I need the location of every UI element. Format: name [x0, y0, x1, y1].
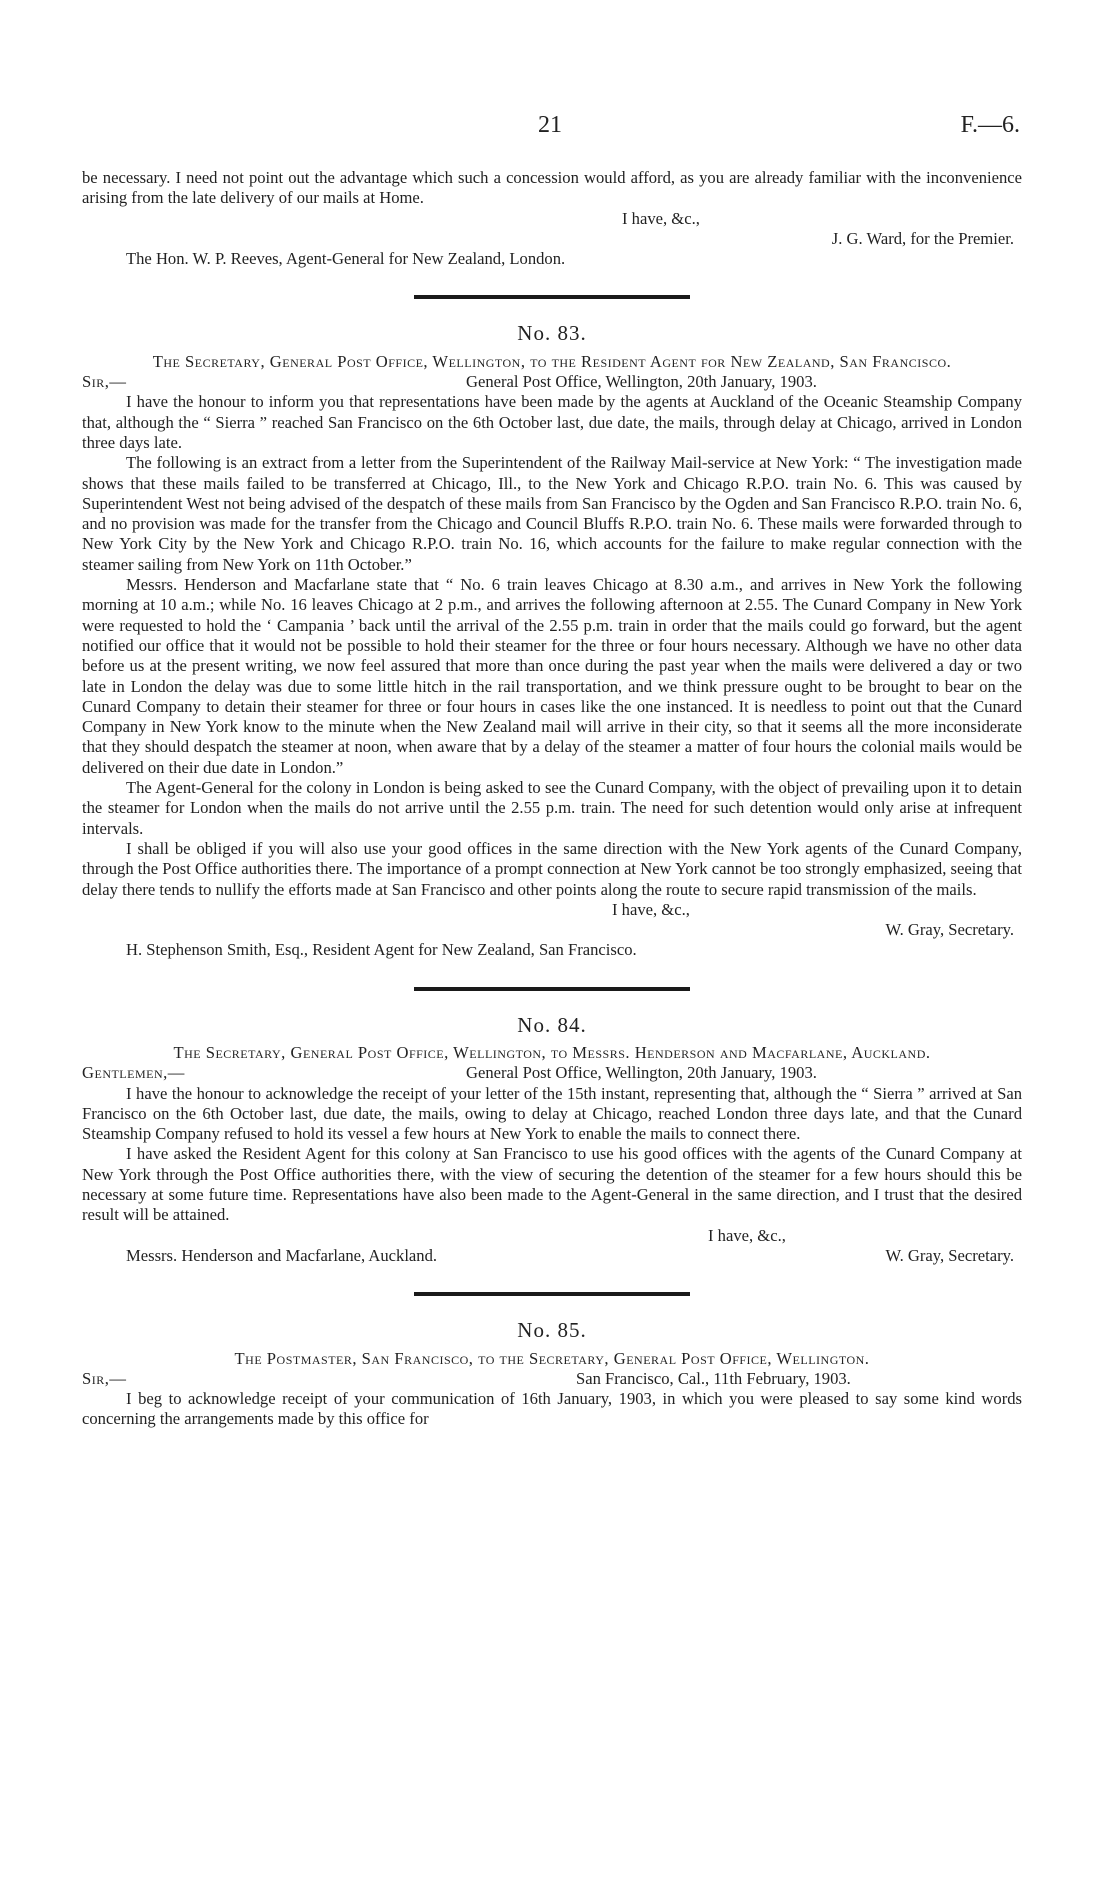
- series-number: F.—6.: [960, 112, 1020, 138]
- closing: I have, &c.,: [708, 1225, 786, 1245]
- dateline: General Post Office, Wellington, 20th January, 1903.: [466, 1063, 817, 1083]
- body-paragraph: The following is an extract from a letter from the Superintendent of the Railway Mail-service at New York: “ The investigation made shows that these mails failed to be transferred at Chicago, Ill., to the New York and Chicago R.P.O. train No. 6. This was caused by Superintendent West not being advised of the despatch of these mails from San Francisco by the Ogden and San Francisco R.P.O. train No. 6, and no provision was made for the transfer from the Chicago and Council Bluffs R.P.O. train No. 6. These mails were forwarded through to New York City by the New York and Chicago R.P.O. train No. 16, which accounts for the failure to make regular connection with the steamer sailing from New York on 11th October.”: [82, 453, 1022, 574]
- salutation-row: [82, 372, 1022, 392]
- closing: I have, &c.,: [622, 208, 700, 228]
- signature: J. G. Ward, for the Premier.: [831, 228, 1014, 248]
- letter-84: [82, 1012, 1022, 1267]
- body-paragraph: Messrs. Henderson and Macfarlane state that “ No. 6 train leaves Chicago at 8.30 a.m., and arrives in New York the following morning at 10 a.m.; while No. 16 leaves Chicago at 2 p.m., and arrives the following afternoon at 2.55. The Cunard Company in New York were requested to hold the ‘ Campania ’ back until the arrival of the 2.55 p.m. train in order that the mails could go forward, but the agent notified our office that it would not be possible to hold their steamer for the three or four hours necessary. Although we have no other data before us at the present writing, we now feel assured that more than once during the past year when the mails were delivered a day or two late in London the delay was due to some little hitch in the rail transportation, and we think pressure ought to be brought to bear on the Cunard Company to detain their steamer for three or four hours in cases like the one instanced. It is needless to point out that the Cunard Company in New York know to the minute when the New Zealand mail will arrive in their city, so that it seems all the more inconsiderate that they should despatch the steamer at noon, when aware that by a delay of the steamer a matter of four hours the colonial mails would be delivered on their due date in London.”: [82, 575, 1022, 777]
- salutation-row: [82, 1369, 1022, 1389]
- salutation: Sir,—: [82, 372, 127, 392]
- letter-heading: The Secretary, General Post Office, Wellington, to Messrs. Henderson and Macfarlane, Auckland.: [173, 1042, 931, 1062]
- letter-number: No. 85.: [517, 1318, 587, 1343]
- dateline: San Francisco, Cal., 11th February, 1903.: [576, 1368, 851, 1388]
- body-paragraph: I beg to acknowledge receipt of your communication of 16th January, 1903, in which you were pleased to say some kind words concerning the arrangements made by this office for: [82, 1389, 1022, 1429]
- closing: I have, &c.,: [612, 899, 690, 919]
- addressee: Messrs. Henderson and Macfarlane, Auckland.: [126, 1245, 438, 1265]
- salutation: Sir,—: [82, 1368, 127, 1388]
- letter-heading: The Postmaster, San Francisco, to the Secretary, General Post Office, Wellington.: [234, 1348, 870, 1368]
- page-number: 21: [538, 112, 562, 138]
- signature: W. Gray, Secretary.: [885, 1245, 1014, 1265]
- section-divider: [414, 295, 690, 299]
- signoff-row: [82, 1246, 1022, 1266]
- section-divider: [414, 987, 690, 991]
- continuation-paragraph: be necessary. I need not point out the advantage which such a concession would afford, as you are already familiar with the inconvenience arising from the late delivery of our mails at Home.: [82, 168, 1022, 208]
- letter-83: [82, 323, 1022, 960]
- letter-number: No. 83.: [517, 321, 587, 346]
- salutation-row: [82, 1063, 1022, 1083]
- addressee: The Hon. W. P. Reeves, Agent-General for New Zealand, London.: [126, 249, 566, 269]
- body-paragraph: I have asked the Resident Agent for this colony at San Francisco to use his good offices with the agents of the Cunard Company at New York through the Post Office authorities there, with the view of securing the detention of the steamer for a few hours should this be necessary at some future time. Representations have also been made to the Agent-General in the same direction, and I trust that the desired result will be attained.: [82, 1144, 1022, 1225]
- salutation: Gentlemen,—: [82, 1063, 185, 1083]
- signature: W. Gray, Secretary.: [885, 920, 1014, 940]
- body-paragraph: The Agent-General for the colony in London is being asked to see the Cunard Company, with the object of prevailing upon it to detain the steamer for London when the mails do not arrive until the 2.55 p.m. train. The need for such detention would only arise at infrequent intervals.: [82, 778, 1022, 838]
- section-divider: [414, 1292, 690, 1296]
- addressee: H. Stephenson Smith, Esq., Resident Agent for New Zealand, San Francisco.: [126, 940, 637, 960]
- body-paragraph: I have the honour to inform you that representations have been made by the agents at Auckland of the Oceanic Steamship Company that, although the “ Sierra ” reached San Francisco on the 6th October last, due date, the mails, through delay at Chicago, arrived in London three days late.: [82, 392, 1022, 452]
- body-paragraph: I have the honour to acknowledge the receipt of your letter of the 15th instant, representing that, although the “ Sierra ” arrived at San Francisco on the 6th October last, due date, the mails, owing to delay at Chicago, reached London three days late, and that the Cunard Steamship Company refused to hold its vessel a few hours at New York to enable the mails to connect there.: [82, 1083, 1022, 1144]
- dateline: General Post Office, Wellington, 20th January, 1903.: [466, 372, 817, 392]
- body-paragraph: I shall be obliged if you will also use your good offices in the same direction with the New York agents of the Cunard Company, through the Post Office authorities there. The importance of a prompt connection at New York cannot be too strongly emphasized, seeing that delay there tends to nullify the efforts made at San Francisco and other points along the route to secure rapid transmission of the mails.: [82, 838, 1022, 899]
- letter-number: No. 84.: [517, 1012, 587, 1037]
- document-body: [82, 168, 1022, 1430]
- letter-heading: The Secretary, General Post Office, Wellington, to the Resident Agent for New Zealand, San Francisco.: [152, 351, 952, 371]
- page-header: [80, 112, 1020, 152]
- letter-85: [82, 1320, 1022, 1429]
